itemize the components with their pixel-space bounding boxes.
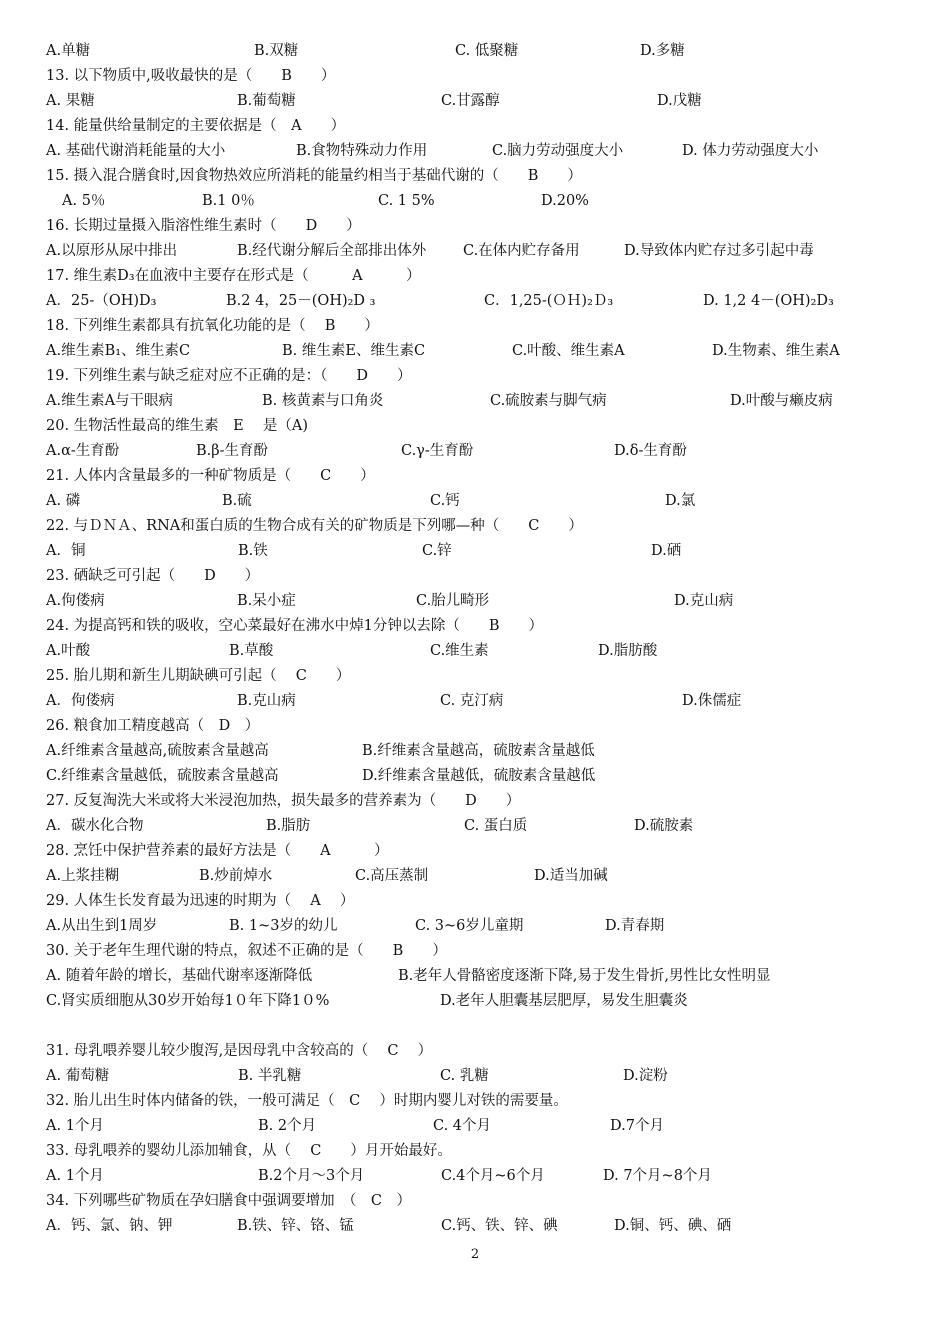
text-line <box>0 589 950 613</box>
text-line <box>0 239 950 263</box>
option-text: A．碳水化合物 <box>46 818 144 834</box>
option-text: A．铜 <box>46 543 86 559</box>
question-text: 25. 胎儿期和新生儿期缺碘可引起（ C ） <box>46 668 351 684</box>
option-text: C.肾实质细胞从30岁开始每1０年下降1０% <box>46 993 330 1009</box>
text-line <box>0 189 950 213</box>
option-text: D.青春期 <box>605 918 665 934</box>
option-text: A．25-（OH)D₃ <box>46 293 157 309</box>
question-text: 32. 胎儿出生时体内储备的铁，一般可满足（ C ）时期内婴儿对铁的需要量。 <box>46 1093 568 1109</box>
option-text: D.铜、钙、碘、硒 <box>614 1218 732 1234</box>
option-text: D.硫胺素 <box>634 818 694 834</box>
text-line <box>0 539 950 563</box>
text-line <box>0 514 950 538</box>
question-text: 31. 母乳喂养婴儿较少腹泻,是因母乳中含较高的（ C ） <box>46 1043 433 1059</box>
option-text: C.钙 <box>430 493 460 509</box>
question-text: 18. 下列维生素都具有抗氧化功能的是（ B ） <box>46 318 379 334</box>
option-text: A. 1个月 <box>46 1168 104 1184</box>
option-text: B.β-生育酚 <box>196 443 269 459</box>
option-text: B.呆小症 <box>237 593 296 609</box>
text-line <box>0 314 950 338</box>
text-line <box>0 39 950 63</box>
option-text: D.叶酸与癞皮病 <box>730 393 833 409</box>
option-text: A. 果糖 <box>46 93 95 109</box>
question-text: 15. 摄入混合膳食时,因食物热效应所消耗的能量约相当于基础代谢的（ B ） <box>46 168 582 184</box>
text-line <box>0 1214 950 1238</box>
option-text: B. 核黄素与口角炎 <box>262 393 384 409</box>
question-text: 28. 烹饪中保护营养素的最好方法是（ A ） <box>46 843 389 859</box>
option-text: A. 葡萄糖 <box>46 1068 110 1084</box>
text-line <box>0 614 950 638</box>
option-text: C. 蛋白质 <box>464 818 528 834</box>
option-text: B.硫 <box>222 493 252 509</box>
text-line <box>0 689 950 713</box>
option-text: D. 7个月~8个月 <box>603 1168 712 1184</box>
option-text: A.维生素A与干眼病 <box>46 393 174 409</box>
option-text: D.侏儒症 <box>682 693 742 709</box>
option-text: A.维生素B₁、维生素C <box>46 343 191 359</box>
text-line <box>0 339 950 363</box>
option-text: B.炒前焯水 <box>199 868 273 884</box>
text-line <box>0 1164 950 1188</box>
option-text: A.纤维素含量越高,硫胺素含量越高 <box>46 743 269 759</box>
option-text: B. 2个月 <box>258 1118 317 1134</box>
text-line <box>0 89 950 113</box>
page-number: 2 <box>470 1247 480 1262</box>
option-text: B. 维生素E、维生素C <box>282 343 426 359</box>
option-text: A.α-生育酚 <box>46 443 120 459</box>
text-line <box>0 564 950 588</box>
option-text: B.脂肪 <box>266 818 311 834</box>
question-text: 24. 为提高钙和铁的吸收，空心菜最好在沸水中焯1分钟以去除（ B ） <box>46 618 544 634</box>
question-text: 19. 下列维生素与缺乏症对应不正确的是：（ D ） <box>46 368 412 384</box>
question-text: 13. 以下物质中,吸收最快的是（ B ） <box>46 68 336 84</box>
text-line <box>0 964 950 988</box>
option-text: C.硫胺素与脚气病 <box>490 393 607 409</box>
option-text: C．1,25-(ＯＨ)₂Ｄ₃ <box>484 293 614 309</box>
question-text: 23. 硒缺乏可引起（ D ） <box>46 568 260 584</box>
question-text: 22. 与ＤＮＡ、RNA和蛋白质的生物合成有关的矿物质是下列哪—种（ C ） <box>46 518 583 534</box>
option-text: A.单糖 <box>46 43 91 59</box>
text-line <box>0 64 950 88</box>
text-line <box>0 464 950 488</box>
option-text: C.甘露醇 <box>441 93 500 109</box>
question-text: 16. 长期过量摄入脂溶性维生素时（ D ） <box>46 218 361 234</box>
text-line <box>0 1064 950 1088</box>
option-text: A. 基础代谢消耗能量的大小 <box>46 143 226 159</box>
option-text: B.克山病 <box>237 693 296 709</box>
text-line <box>0 864 950 888</box>
question-text: 29. 人体生长发育最为迅速的时期为（ A ） <box>46 893 355 909</box>
text-line <box>0 939 950 963</box>
text-line <box>0 264 950 288</box>
option-text: A. 随着年龄的增长，基础代谢率逐渐降低 <box>46 968 313 984</box>
option-text: D.7个月 <box>610 1118 664 1134</box>
text-line <box>0 439 950 463</box>
question-text: 30. 关于老年生理代谢的特点，叙述不正确的是（ B ） <box>46 943 447 959</box>
option-text: A. 1个月 <box>46 1118 104 1134</box>
question-text: 17. 维生素D₃在血液中主要存在形式是（ A ） <box>46 268 421 284</box>
text-line <box>0 114 950 138</box>
text-line <box>0 1114 950 1138</box>
option-text: D.δ-生育酚 <box>614 443 687 459</box>
option-text: A.上浆挂糊 <box>46 868 120 884</box>
option-text: D.氯 <box>665 493 696 509</box>
text-line <box>0 164 950 188</box>
option-text: D. 1,2 4－(OH)₂D₃ <box>703 293 834 309</box>
option-text: D.硒 <box>651 543 682 559</box>
text-line <box>0 1139 950 1163</box>
option-text: C.4个月~6个月 <box>441 1168 545 1184</box>
option-text: C. 克汀病 <box>440 693 504 709</box>
option-text: C.脑力劳动强度大小 <box>492 143 624 159</box>
option-text: C.γ-生育酚 <box>401 443 474 459</box>
option-text: B.2个月～3个月 <box>258 1168 365 1184</box>
option-text: D.脂肪酸 <box>598 643 658 659</box>
text-line <box>0 914 950 938</box>
option-text: B. 半乳糖 <box>238 1068 302 1084</box>
text-line <box>0 764 950 788</box>
option-text: D. 体力劳动强度大小 <box>682 143 819 159</box>
option-text: C.胎儿畸形 <box>416 593 490 609</box>
text-line <box>0 714 950 738</box>
option-text: B.铁 <box>238 543 268 559</box>
text-line <box>0 214 950 238</box>
text-line <box>0 739 950 763</box>
option-text: C.钙、铁、锌、碘 <box>441 1218 558 1234</box>
option-text: A. 5％ <box>62 193 106 209</box>
option-text: A.以原形从尿中排出 <box>46 243 178 259</box>
option-text: B.经代谢分解后全部排出体外 <box>237 243 427 259</box>
text-line <box>0 139 950 163</box>
text-line <box>0 889 950 913</box>
text-line <box>0 489 950 513</box>
option-text: C.在体内贮存备用 <box>463 243 580 259</box>
text-line <box>0 389 950 413</box>
option-text: A.从出生到1周岁 <box>46 918 158 934</box>
text-line <box>0 1039 950 1063</box>
question-text: 20. 生物活性最高的维生素 E 是（A) <box>46 418 308 434</box>
question-text: 21. 人体内含量最多的一种矿物质是（ C ） <box>46 468 375 484</box>
option-text: B.铁、锌、铬、锰 <box>237 1218 354 1234</box>
option-text: C.叶酸、维生素A <box>512 343 625 359</box>
text-line <box>0 1189 950 1213</box>
option-text: B.2 4，25－(OH)₂D ₃ <box>226 293 376 309</box>
text-line <box>0 364 950 388</box>
text-line <box>0 289 950 313</box>
text-line <box>0 989 950 1013</box>
question-text: 26. 粮食加工精度越高（ D ） <box>46 718 260 734</box>
question-text: 34. 下列哪些矿物质在孕妇膳食中强调要增加 （ C ） <box>46 1193 412 1209</box>
option-text: B.纤维素含量越高，硫胺素含量越低 <box>362 743 595 759</box>
option-text: C.锌 <box>422 543 452 559</box>
option-text: C. 1 5% <box>378 193 435 209</box>
option-text: D.20% <box>541 193 589 209</box>
option-text: C. 乳糖 <box>440 1068 489 1084</box>
text-line <box>0 639 950 663</box>
question-text: 33. 母乳喂养的婴幼儿添加辅食，从（ C ）月开始最好。 <box>46 1143 452 1159</box>
option-text: D.老年人胆囊基层肥厚，易发生胆囊炎 <box>440 993 688 1009</box>
option-text: A.佝偻病 <box>46 593 105 609</box>
option-text: C. 4个月 <box>433 1118 492 1134</box>
option-text: C. 低聚糖 <box>455 43 519 59</box>
option-text: A．佝偻病 <box>46 693 115 709</box>
text-line <box>0 789 950 813</box>
option-text: B.1 0％ <box>202 193 255 209</box>
option-text: D.纤维素含量越低，硫胺素含量越低 <box>362 768 596 784</box>
option-text: D.生物素、维生素A <box>712 343 840 359</box>
option-text: B.草酸 <box>229 643 274 659</box>
option-text: C. 3~6岁儿童期 <box>415 918 524 934</box>
question-text: 27. 反复淘洗大米或将大米浸泡加热，损失最多的营养素为（ D ） <box>46 793 521 809</box>
text-line <box>0 664 950 688</box>
question-text: 14. 能量供给量制定的主要依据是（ A ） <box>46 118 346 134</box>
text-line <box>0 1089 950 1113</box>
text-line <box>0 814 950 838</box>
option-text: A.叶酸 <box>46 643 91 659</box>
option-text: D.导致体内贮存过多引起中毒 <box>624 243 814 259</box>
option-text: A．钙、氯、钠、钾 <box>46 1218 173 1234</box>
option-text: B.食物特殊动力作用 <box>296 143 428 159</box>
option-text: C.纤维素含量越低，硫胺素含量越高 <box>46 768 279 784</box>
option-text: B.葡萄糖 <box>237 93 296 109</box>
option-text: C.维生素 <box>430 643 489 659</box>
option-text: D.适当加碱 <box>534 868 608 884</box>
option-text: D.戊糖 <box>657 93 702 109</box>
option-text: B. 1~3岁的幼儿 <box>229 918 338 934</box>
option-text: B.双糖 <box>254 43 299 59</box>
text-line <box>0 414 950 438</box>
text-line <box>0 839 950 863</box>
option-text: D.多糖 <box>640 43 685 59</box>
option-text: D.淀粉 <box>623 1068 668 1084</box>
option-text: B.老年人骨骼密度逐渐下降,易于发生骨折,男性比女性明显 <box>398 968 771 984</box>
option-text: A. 磷 <box>46 493 81 509</box>
option-text: C.高压蒸制 <box>355 868 429 884</box>
option-text: D.克山病 <box>674 593 734 609</box>
